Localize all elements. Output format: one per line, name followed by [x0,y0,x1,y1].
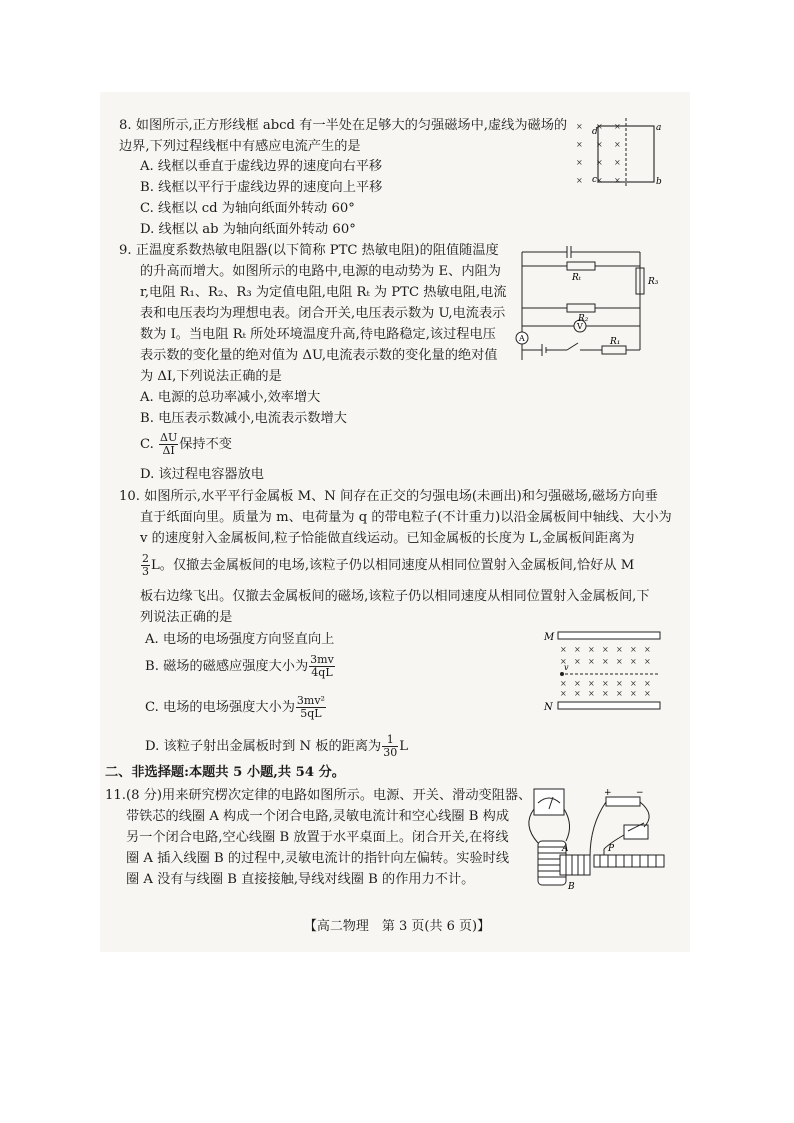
q11-apparatus-diagram [520,785,670,893]
magnetic-field-cross: × [574,679,581,688]
q10-option-d-den: 30 [383,746,398,759]
q10-plate-n-label: N [544,702,553,713]
magnetic-field-cross: × [616,689,623,698]
q11-p-label: P [608,844,615,854]
magnetic-field-cross: × [588,689,595,698]
magnetic-field-cross: × [602,657,609,666]
q9-stem-line5: 数为 I。当电阻 Rₜ 所处环境温度升高,待电路稳定,该过程电压 [140,327,496,342]
q8-option-c: C. 线框以 cd 为轴向纸面外转动 60° [140,201,355,216]
q10-option-d-fraction [382,734,398,759]
q11-stem-line4: 圈 A 插入线圈 B 的过程中,灵敏电流计的指针向左偏转。实验时线 [126,851,510,866]
q10-stem-line1: 10. 如图所示,水平平行金属板 M、N 间存在正交的匀强电场(未画出)和匀强磁场,磁场方向垂 [119,489,658,504]
magnetic-field-cross: × [602,679,609,688]
q9-ammeter-label: A [519,334,525,343]
q11-b-label: B [568,882,575,892]
magnetic-field-cross: × [644,657,651,666]
q10-plate-m [558,632,660,639]
magnetic-field-cross: × [596,122,603,131]
magnetic-field-cross: × [588,679,595,688]
q10-option-a: A. 电场的电场强度方向竖直向上 [145,632,335,647]
magnetic-field-cross: × [630,679,637,688]
q9-stem-line6: 表示数的变化量的绝对值为 ΔU,电流表示数的变化量的绝对值 [140,348,498,363]
magnetic-field-cross: × [644,689,651,698]
coil-a [560,855,590,875]
q10-fraction-num: 2 [142,552,149,565]
q9-option-c [140,432,232,457]
q9-option-c-den: ΔI [162,444,175,457]
q10-plates-diagram [544,630,664,712]
magnetic-field-cross: × [560,657,567,666]
q11-plus-label: + [604,788,612,798]
q10-fraction-2-3 [141,553,150,578]
magnetic-field-cross: × [630,657,637,666]
magnetic-field-cross: × [644,679,651,688]
q8-label-b: b [656,177,662,187]
q10-option-d-suffix: L [399,739,408,754]
magnetic-field-cross: × [576,122,583,131]
q10-stem-line2: 直于纸面向里。质量为 m、电荷量为 q 的带电粒子(不计重力)以沿金属板间中轴线、大小为 [140,510,672,525]
q10-particle [560,672,564,676]
q8-option-a: A. 线框以垂直于虚线边界的速度向右平移 [140,159,383,174]
q8-option-b: B. 线框以平行于虚线边界的速度向上平移 [140,180,383,195]
q10-stem-line4 [140,553,634,578]
q9-stem-line1: 9. 正温度系数热敏电阻器(以下简称 PTC 热敏电阻)的阻值随温度 [119,243,499,258]
q9-stem-line4: 表和电压表均为理想电表。闭合开关,电压表示数为 U,电流表示 [140,306,506,321]
q10-plate-m-label: M [544,632,555,643]
q10-option-c-num: 3mv² [296,694,325,707]
q9-option-b: B. 电压表示数减小,电流表示数增大 [140,411,347,426]
q10-fraction-den: 3 [142,565,149,578]
q9-r1-label: R₁ [610,337,621,347]
q9-option-c-suffix: 保持不变 [179,437,232,452]
q10-option-c-fraction [296,695,326,720]
magnetic-field-cross: × [574,645,581,654]
q11-stem-line1: 11.(8 分)用来研究楞次定律的电路如图所示。电源、开关、滑动变阻器、 [105,788,532,803]
q10-option-c-den: 5qL [300,707,322,720]
q10-option-b-fraction [309,654,335,679]
q8-label-a: a [656,123,662,133]
q9-option-a: A. 电源的总功率减小,效率增大 [140,390,321,405]
q9-r3-label: R₃ [648,277,659,287]
q11-stem-line3: 另一个闭合电路,空心线圈 B 放置于水平桌面上。闭合开关,在将线 [126,830,509,845]
q10-option-d-num: 1 [382,734,398,747]
q11-stem-line2: 带铁芯的线圈 A 构成一个闭合电路,灵敏电流计和空心线圈 B 构成 [126,809,510,824]
q9-stem-line3: r,电阻 R₁、R₂、R₃ 为定值电阻,电阻 Rₜ 为 PTC 热敏电阻,电流 [140,285,507,300]
magnetic-field-cross: × [644,645,651,654]
magnetic-field-cross: × [630,689,637,698]
q9-voltmeter-label: V [577,322,583,331]
magnetic-field-cross: × [574,657,581,666]
q10-option-d-prefix: D. 该粒子射出金属板时到 N 板的距离为 [145,739,382,754]
q10-option-c [145,695,327,720]
q10-stem-line6: 列说法正确的是 [140,610,233,625]
magnetic-field-cross: × [614,158,621,167]
q9-option-c-fraction [159,432,178,457]
magnetic-field-cross: × [576,158,583,167]
q11-minus-label: − [636,788,644,798]
q10-option-b-den: 4qL [311,666,333,679]
q10-stem-line5: 板右边缘飞出。仅撤去金属板间的磁场,该粒子仍以相同速度从相同位置射入金属板间,下 [140,589,650,604]
magnetic-field-cross: × [576,140,583,149]
magnetic-field-cross: × [560,645,567,654]
page-footer: 【高二物理 第 3 页(共 6 页)】 [303,919,491,934]
q10-option-b-prefix: B. 磁场的磁感应强度大小为 [145,659,309,674]
magnetic-field-cross: × [574,689,581,698]
magnetic-field-cross: × [596,176,603,185]
magnetic-field-cross: × [588,645,595,654]
magnetic-field-cross: × [616,679,623,688]
q9-rt-label: Rₜ [572,273,581,283]
magnetic-field-cross: × [560,679,567,688]
q9-r2-label: R₂ [578,314,589,324]
q10-option-d [145,734,408,759]
magnetic-field-cross: × [596,140,603,149]
q8-option-d: D. 线框以 ab 为轴向纸面外转动 60° [140,222,356,237]
battery [606,797,640,806]
q8-label-d: d [592,127,598,137]
magnetic-field-cross: × [560,689,567,698]
q8-square-frame-diagram [574,116,670,190]
q8-stem-line2: 边界,下列过程线框中有感应电流产生的是 [119,139,361,154]
magnetic-field-cross: × [576,176,583,185]
q10-line4-rest: L。仅撤去金属板间的电场,该粒子仍以相同速度从相同位置射入金属板间,恰好从 M [151,558,635,573]
rheostat [594,855,664,867]
q9-option-c-num: ΔU [160,431,178,444]
magnetic-field-cross: × [614,140,621,149]
magnetic-field-cross: × [630,645,637,654]
q8-stem-line1: 8. 如图所示,正方形线框 abcd 有一半处在足够大的匀强磁场中,虚线为磁场的 [119,118,568,133]
q10-option-c-prefix: C. 电场的电场强度大小为 [145,700,295,715]
q11-stem-line5: 圈 A 没有与线圈 B 直接接触,导线对线圈 B 的作用力不计。 [126,872,475,887]
magnetic-field-cross: × [616,645,623,654]
q11-a-label: A [562,844,569,854]
q10-stem-line3: v 的速度射入金属板间,粒子恰能做直线运动。已知金属板的长度为 L,金属板间距离为 [140,531,635,546]
magnetic-field-cross: × [602,689,609,698]
q9-circuit-diagram [512,240,668,366]
q10-option-b [145,654,336,679]
q9-option-c-prefix: C. [140,437,154,452]
q10-velocity-label: v [564,663,569,672]
q9-stem-line2: 的升高而增大。如图所示的电路中,电源的电动势为 E、内阻为 [140,264,501,279]
magnetic-field-cross: × [602,645,609,654]
q10-option-b-num: 3mv [310,653,334,666]
q8-label-c: c [592,175,598,185]
magnetic-field-cross: × [616,657,623,666]
magnetic-field-cross: × [596,158,603,167]
magnetic-field-cross: × [614,122,621,131]
magnetic-field-cross: × [614,176,621,185]
q9-option-d: D. 该过程电容器放电 [140,467,264,482]
q10-plate-n [558,702,660,709]
section-2-heading: 二、非选择题:本题共 5 小题,共 54 分。 [105,765,345,780]
q9-stem-line7: 为 ΔI,下列说法正确的是 [140,369,282,384]
magnetic-field-cross: × [588,657,595,666]
